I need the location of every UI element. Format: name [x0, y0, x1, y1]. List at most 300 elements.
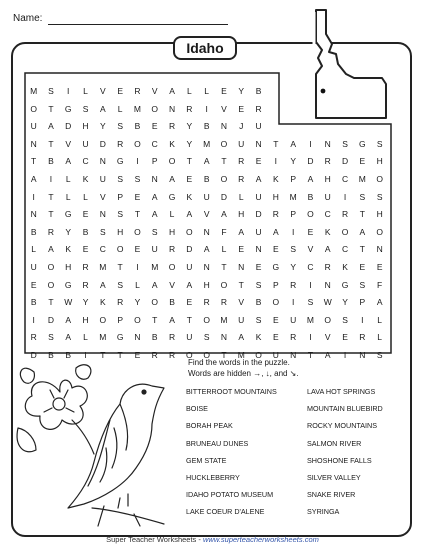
grid-letter: P: [117, 191, 123, 202]
grid-letter: A: [151, 209, 158, 220]
grid-row: [25, 223, 391, 241]
grid-letter: P: [290, 174, 296, 184]
grid-letter: P: [290, 209, 296, 220]
grid-letter: F: [377, 279, 383, 290]
grid-letter: Y: [186, 138, 193, 149]
grid-letter: N: [99, 156, 106, 167]
grid-letter: R: [117, 138, 124, 149]
grid-letter: G: [64, 103, 72, 114]
grid-row: [25, 293, 391, 311]
grid-letter: S: [307, 297, 314, 308]
grid-letter: R: [186, 103, 193, 114]
grid-letter: T: [307, 350, 314, 360]
grid-letter: E: [186, 297, 193, 308]
grid-letter: S: [117, 121, 123, 132]
grid-letter: M: [237, 350, 245, 360]
grid-letter: E: [342, 332, 348, 343]
grid-letter: P: [359, 297, 366, 308]
grid-letter: S: [82, 103, 89, 114]
grid-letter: U: [238, 314, 245, 325]
grid-letter: V: [238, 297, 245, 308]
grid-letter: G: [359, 138, 366, 149]
grid-letter: B: [82, 226, 89, 237]
grid-letter: P: [151, 156, 158, 167]
grid-letter: V: [100, 191, 106, 202]
grid-letter: O: [186, 226, 193, 237]
grid-letter: A: [324, 350, 331, 360]
grid-row: [25, 117, 391, 135]
footer-link[interactable]: www.superteacherworksheets.com: [202, 535, 319, 544]
grid-letter: H: [117, 226, 124, 237]
grid-letter: U: [255, 191, 262, 202]
grid-letter: N: [238, 262, 245, 272]
grid-letter: L: [377, 314, 383, 325]
grid-letter: K: [169, 138, 175, 149]
word-list-item: SNAKE RIVER: [307, 490, 356, 500]
grid-letter: Y: [65, 226, 72, 237]
grid-letter: T: [48, 297, 54, 308]
instructions-line-1: Find the words in the puzzle.: [188, 358, 290, 367]
word-list-item: BRUNEAU DUNES: [186, 438, 249, 448]
grid-letter: A: [100, 279, 106, 290]
grid-letter: O: [272, 297, 280, 308]
grid-letter: E: [255, 156, 262, 167]
grid-letter: A: [273, 226, 279, 237]
grid-letter: M: [203, 138, 211, 149]
grid-letter: D: [220, 191, 228, 202]
grid-letter: H: [376, 156, 383, 167]
grid-letter: C: [341, 244, 349, 255]
grid-letter: T: [117, 262, 123, 272]
grid-letter: U: [255, 226, 262, 237]
grid-letter: M: [133, 103, 141, 114]
grid-letter: B: [30, 297, 37, 308]
instructions-line-2: Words are hidden →, ↓, and ↘.: [188, 369, 299, 378]
grid-letter: A: [169, 174, 175, 184]
grid-letter: I: [84, 350, 87, 360]
grid-letter: A: [255, 174, 262, 184]
grid-letter: U: [238, 138, 245, 149]
grid-letter: T: [221, 350, 227, 360]
grid-letter: M: [30, 86, 38, 96]
grid-letter: N: [255, 138, 262, 149]
grid-letter: R: [151, 350, 158, 360]
grid-letter: N: [99, 209, 106, 220]
grid-letter: R: [272, 209, 279, 220]
grid-letter: O: [168, 262, 176, 272]
grid-letter: A: [151, 279, 158, 290]
grid-letter: T: [221, 156, 227, 167]
grid-letter: A: [186, 209, 193, 220]
grid-letter: T: [134, 209, 141, 220]
grid-letter: A: [307, 174, 314, 184]
grid-row: [25, 100, 391, 118]
grid-letter: H: [65, 262, 72, 272]
word-list-item: BITTERROOT MOUNTAINS: [186, 387, 277, 396]
grid-row: [25, 82, 391, 100]
grid-letter: H: [82, 121, 89, 132]
grid-letter: B: [134, 121, 141, 132]
grid-letter: E: [273, 332, 279, 343]
grid-letter: E: [307, 226, 314, 237]
grid-letter: N: [324, 279, 331, 290]
grid-letter: O: [203, 314, 210, 325]
footer-prefix: Super Teacher Worksheets -: [106, 535, 203, 544]
grid-letter: S: [48, 332, 54, 343]
grid-letter: N: [290, 350, 297, 360]
grid-letter: Y: [186, 121, 193, 132]
grid-letter: O: [220, 174, 228, 184]
grid-letter: E: [134, 350, 141, 360]
grid-letter: M: [99, 262, 107, 272]
word-list-item: BORAH PEAK: [186, 421, 233, 431]
grid-letter: F: [221, 226, 227, 237]
grid-row: [25, 276, 391, 294]
grid-letter: A: [186, 279, 193, 290]
grid-letter: Y: [290, 156, 296, 167]
grid-letter: G: [116, 156, 124, 167]
grid-letter: R: [82, 262, 89, 272]
grid-letter: U: [151, 244, 158, 255]
grid-letter: E: [255, 262, 262, 272]
grid-letter: V: [203, 209, 210, 220]
grid-letter: S: [48, 86, 54, 96]
word-list-item: MOUNTAIN BLUEBIRD: [307, 404, 383, 414]
grid-letter: O: [324, 314, 332, 325]
grid-letter: C: [99, 244, 106, 255]
grid-letter: E: [82, 209, 89, 220]
grid-letter: N: [203, 226, 210, 237]
grid-letter: N: [359, 350, 366, 360]
grid-letter: O: [30, 103, 37, 114]
grid-letter: L: [83, 332, 88, 343]
grid-letter: A: [65, 156, 72, 167]
grid-letter: M: [220, 314, 228, 325]
grid-letter: O: [220, 279, 228, 290]
word-list-item: BOISE: [186, 404, 208, 414]
grid-letter: A: [238, 332, 245, 343]
grid-letter: T: [117, 350, 123, 360]
grid-letter: L: [31, 244, 37, 255]
grid-letter: P: [273, 279, 279, 290]
grid-letter: N: [220, 121, 228, 132]
grid-letter: I: [32, 314, 35, 325]
grid-letter: B: [48, 350, 54, 360]
grid-row: [25, 328, 391, 346]
grid-letter: T: [152, 314, 158, 325]
grid-letter: D: [341, 156, 349, 167]
grid-letter: N: [30, 209, 37, 220]
grid-letter: Y: [238, 86, 245, 96]
word-list-item: GEM STATE: [186, 455, 227, 465]
grid-letter: B: [48, 156, 54, 167]
grid-letter: R: [47, 226, 55, 237]
grid-letter: I: [309, 332, 312, 343]
grid-letter: T: [359, 209, 365, 220]
grid-letter: L: [83, 86, 88, 96]
grid-letter: A: [100, 103, 106, 114]
grid-letter: R: [220, 297, 228, 308]
grid-row: [25, 258, 391, 276]
grid-letter: R: [117, 297, 124, 308]
grid-letter: L: [65, 174, 71, 184]
grid-row: [25, 311, 391, 329]
grid-letter: E: [238, 244, 245, 255]
grid-letter: E: [359, 156, 366, 167]
grid-letter: A: [48, 121, 54, 132]
grid-letter: N: [151, 174, 158, 184]
word-list-item: SILVER VALLEY: [307, 473, 361, 482]
grid-letter: O: [255, 350, 262, 360]
grid-letter: M: [151, 262, 159, 272]
grid-letter: D: [47, 314, 55, 325]
grid-letter: B: [151, 332, 158, 343]
grid-letter: R: [290, 279, 297, 290]
grid-letter: G: [341, 279, 349, 290]
grid-letter: A: [48, 244, 54, 255]
grid-letter: G: [116, 332, 124, 343]
grid-letter: S: [151, 226, 158, 237]
grid-letter: N: [30, 138, 37, 149]
grid-letter: V: [324, 332, 331, 343]
grid-letter: O: [341, 226, 349, 237]
grid-letter: B: [203, 121, 210, 132]
word-list-item: IDAHO POTATO MUSEUM: [186, 490, 274, 500]
grid-letter: U: [30, 262, 37, 272]
grid-letter: R: [238, 174, 245, 184]
grid-letter: H: [168, 226, 176, 237]
grid-letter: A: [203, 244, 210, 255]
grid-letter: T: [186, 314, 192, 325]
grid-letter: K: [342, 262, 348, 272]
grid-row: [25, 205, 391, 223]
grid-letter: I: [136, 156, 139, 167]
grid-letter: A: [151, 191, 158, 202]
grid-letter: O: [134, 314, 141, 325]
grid-letter: I: [291, 226, 295, 237]
grid-letter: A: [65, 332, 72, 343]
grid-letter: T: [31, 156, 37, 167]
word-list-item: LAKE COEUR D'ALENE: [186, 507, 265, 517]
grid-letter: O: [151, 297, 159, 308]
grid-letter: S: [117, 209, 123, 220]
grid-letter: A: [376, 297, 383, 308]
grid-letter: H: [324, 174, 331, 184]
grid-letter: T: [186, 156, 192, 167]
grid-letter: U: [186, 262, 193, 272]
word-list-item: ROCKY MOUNTAINS: [307, 421, 378, 431]
grid-letter: B: [30, 226, 37, 237]
grid-letter: H: [82, 314, 89, 325]
grid-letter: K: [324, 226, 331, 237]
grid-letter: U: [186, 332, 193, 343]
grid-letter: D: [255, 209, 262, 220]
grid-letter: U: [99, 174, 106, 184]
grid-letter: O: [376, 226, 383, 237]
grid-letter: U: [324, 191, 331, 202]
grid-letter: E: [221, 86, 227, 96]
name-label: Name:: [13, 13, 43, 24]
grid-letter: E: [82, 244, 89, 255]
grid-letter: S: [255, 279, 262, 290]
grid-letter: I: [343, 350, 347, 360]
grid-letter: O: [168, 156, 176, 167]
grid-letter: D: [307, 156, 314, 167]
grid-letter: W: [64, 297, 73, 308]
grid-letter: R: [168, 332, 176, 343]
grid-letter: E: [117, 86, 123, 96]
grid-letter: L: [186, 86, 192, 96]
grid-letter: A: [65, 314, 72, 325]
grid-letter: S: [342, 314, 348, 325]
grid-letter: S: [117, 174, 123, 184]
grid-letter: H: [203, 279, 210, 290]
grid-letter: R: [324, 262, 331, 272]
grid-letter: V: [169, 279, 175, 290]
grid-letter: T: [221, 262, 227, 272]
grid-letter: V: [221, 103, 227, 114]
grid-letter: K: [273, 174, 279, 184]
grid-letter: A: [221, 209, 227, 220]
grid-letter: L: [204, 86, 210, 96]
grid-letter: B: [169, 297, 175, 308]
grid-letter: U: [272, 350, 279, 360]
grid-letter: E: [151, 121, 158, 132]
grid-letter: Y: [134, 297, 141, 308]
grid-letter: E: [273, 314, 279, 325]
grid-letter: B: [203, 174, 210, 184]
grid-letter: K: [255, 332, 262, 343]
grid-letter: L: [377, 332, 383, 343]
grid-letter: S: [359, 279, 366, 290]
grid-letter: G: [168, 191, 176, 202]
instructions: [188, 357, 299, 379]
grid-letter: C: [324, 209, 331, 220]
grid-letter: M: [306, 314, 314, 325]
grid-letter: H: [376, 209, 383, 220]
grid-letter: T: [238, 279, 244, 290]
grid-letter: C: [151, 138, 158, 149]
grid-letter: I: [67, 86, 70, 96]
grid-letter: U: [82, 138, 89, 149]
grid-letter: E: [359, 262, 366, 272]
grid-letter: S: [117, 279, 123, 290]
grid-letter: L: [83, 191, 88, 202]
grid-letter: Y: [290, 262, 296, 272]
grid-letter: G: [64, 209, 72, 220]
word-list-item: SYRINGA: [307, 507, 340, 517]
grid-letter: L: [117, 103, 123, 114]
grid-letter: M: [358, 174, 366, 184]
grid-letter: O: [203, 350, 210, 360]
grid-letter: Y: [82, 297, 89, 308]
grid-letter: R: [255, 103, 262, 114]
grid-letter: R: [341, 209, 349, 220]
grid-letter: K: [100, 297, 106, 308]
grid-letter: G: [64, 279, 72, 290]
grid-letter: V: [65, 138, 72, 149]
grid-letter: S: [134, 174, 141, 184]
grid-letter: O: [116, 244, 124, 255]
grid-letter: N: [220, 332, 228, 343]
grid-letter: Y: [100, 121, 106, 132]
grid-letter: R: [168, 350, 176, 360]
grid-letter: I: [136, 262, 139, 272]
footer: [0, 535, 425, 544]
word-list-item: SALMON RIVER: [307, 438, 362, 448]
grid-letter: S: [290, 244, 296, 255]
grid-letter: S: [100, 226, 106, 237]
grid-letter: R: [30, 332, 37, 343]
grid-letter: O: [220, 138, 228, 149]
grid-letter: V: [151, 86, 158, 96]
grid-letter: A: [169, 86, 175, 96]
grid-letter: G: [272, 262, 280, 272]
grid-letter: R: [168, 121, 176, 132]
grid-letter: S: [255, 314, 262, 325]
grid-letter: K: [65, 244, 72, 255]
grid-letter: H: [238, 209, 245, 220]
grid-letter: I: [309, 138, 312, 149]
grid-letter: D: [30, 350, 37, 360]
grid-letter: C: [307, 262, 314, 272]
grid-letter: E: [30, 279, 37, 290]
grid-letter: U: [203, 191, 210, 202]
grid-letter: A: [359, 226, 366, 237]
grid-letter: I: [309, 279, 312, 290]
grid-letter: A: [30, 174, 37, 184]
grid-letter: N: [255, 244, 262, 255]
grid-letter: I: [361, 314, 364, 325]
grid-letter: O: [99, 314, 107, 325]
grid-letter: S: [203, 332, 210, 343]
grid-letter: A: [238, 226, 245, 237]
grid-letter: O: [376, 174, 383, 184]
grid-letter: I: [274, 156, 278, 167]
grid-letter: E: [238, 103, 245, 114]
grid-letter: L: [169, 209, 175, 220]
grid-letter: Y: [342, 297, 348, 308]
word-list-item: HUCKLEBERRY: [186, 473, 240, 482]
grid-letter: L: [65, 191, 71, 202]
grid-letter: C: [341, 174, 349, 184]
grid-letter: N: [203, 262, 210, 272]
grid-letter: T: [48, 191, 54, 202]
grid-letter: L: [221, 244, 227, 255]
grid-letter: N: [376, 244, 383, 255]
grid-letter: R: [82, 279, 89, 290]
grid-letter: I: [32, 191, 35, 202]
grid-letter: M: [99, 332, 107, 343]
grid-letter: N: [168, 103, 176, 114]
grid-letter: K: [186, 191, 193, 202]
grid-letter: A: [290, 138, 296, 149]
page-title: Idaho: [173, 36, 237, 60]
grid-letter: P: [117, 314, 123, 325]
grid-row: [25, 240, 391, 258]
grid-letter: T: [48, 209, 54, 220]
grid-letter: D: [65, 121, 72, 132]
word-list-item: SHOSHONE FALLS: [307, 455, 372, 465]
grid-letter: U: [290, 314, 297, 325]
grid-letter: L: [238, 191, 244, 202]
grid-letter: I: [343, 191, 347, 202]
grid-letter: N: [324, 138, 331, 149]
name-line: [48, 24, 228, 25]
grid-letter: R: [290, 332, 297, 343]
grid-letter: R: [168, 244, 176, 255]
grid-letter: A: [203, 156, 210, 167]
